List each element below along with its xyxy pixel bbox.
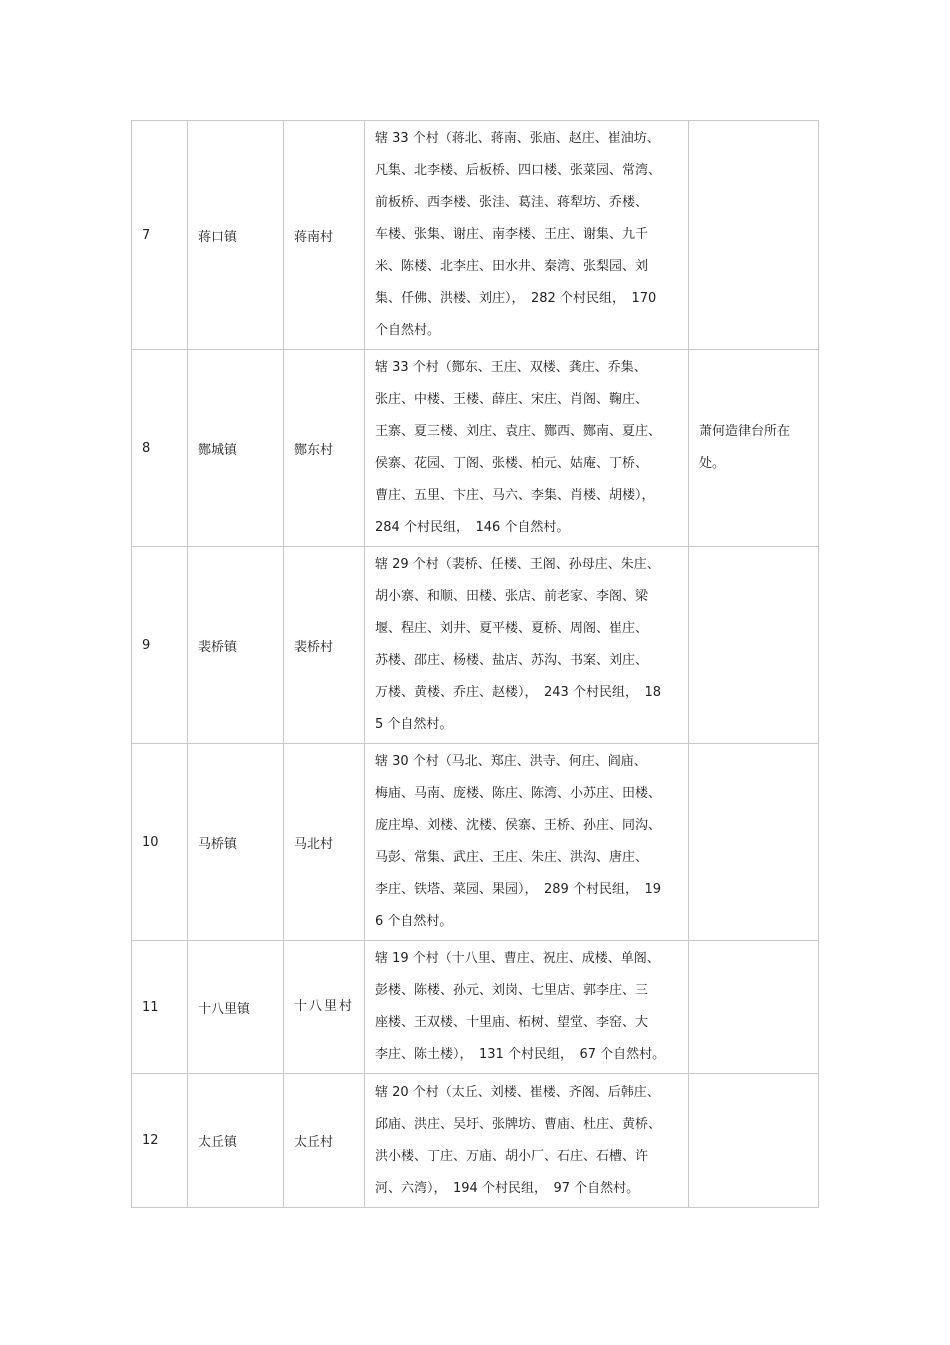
description-line: 前板桥、西李楼、张洼、葛洼、蒋犁坊、乔楼、 xyxy=(375,195,649,210)
row-number: 10 xyxy=(132,744,188,941)
town-name: 酂城镇 xyxy=(188,350,284,547)
description-line: 辖 29 个村（裴桥、任楼、王阁、孙母庄、朱庄、 xyxy=(375,557,660,572)
description-line: 庞庄埠、刘楼、沈楼、侯寨、王桥、孙庄、同沟、 xyxy=(375,818,662,833)
description-line: 邱庙、洪庄、吴圩、张牌坊、曹庙、杜庄、黄桥、 xyxy=(375,1116,662,1132)
description-line: 座楼、王双楼、十里庙、柘树、望堂、李窑、大 xyxy=(375,1015,649,1030)
description-line: 5 个自然村。 xyxy=(375,717,453,732)
town-name: 马桥镇 xyxy=(188,744,284,941)
town-seat: 裴桥村 xyxy=(284,547,365,744)
villages-description xyxy=(365,121,689,350)
town-seat: 蒋南村 xyxy=(284,121,365,350)
villages-description xyxy=(365,1074,689,1208)
description-line: 万楼、黄楼、乔庄、赵楼）， 243 个村民组， 18 xyxy=(375,685,661,700)
town-name: 裴桥镇 xyxy=(188,547,284,744)
villages-description xyxy=(365,547,689,744)
remark-line: 萧何造律台所在 xyxy=(699,424,791,439)
description-line: 胡小寨、和顺、田楼、张店、前老家、李阁、梁 xyxy=(375,589,649,604)
town-seat: 太丘村 xyxy=(284,1074,365,1208)
town-seat: 十八里村 xyxy=(284,941,365,1074)
description-line: 车楼、张集、谢庄、南李楼、王庄、谢集、九千 xyxy=(375,227,649,242)
description-line: 辖 33 个村（酂东、王庄、双楼、龚庄、乔集、 xyxy=(375,360,647,375)
row-number: 11 xyxy=(132,941,188,1074)
description-line: 侯寨、花园、丁阁、张楼、柏元、姑庵、丁桥、 xyxy=(375,456,649,471)
description-line: 张庄、中楼、王楼、薛庄、宋庄、肖阁、鞠庄、 xyxy=(375,392,649,407)
description-line: 马彭、常集、武庄、王庄、朱庄、洪沟、唐庄、 xyxy=(375,850,649,865)
table-row xyxy=(132,547,819,744)
description-line: 凡集、北李楼、后板桥、四口楼、张菜园、常湾、 xyxy=(375,163,662,178)
villages-description xyxy=(365,744,689,941)
table-row xyxy=(132,744,819,941)
table-row xyxy=(132,941,819,1074)
remarks-cell xyxy=(689,1074,819,1208)
description-line: 王寨、夏三楼、刘庄、袁庄、酂西、酂南、夏庄、 xyxy=(375,424,662,439)
description-line: 梅庙、马南、庞楼、陈庄、陈湾、小苏庄、田楼、 xyxy=(375,786,662,801)
description-line: 堰、程庄、刘井、夏平楼、夏桥、周阁、崔庄、 xyxy=(375,621,649,636)
description-line: 苏楼、邵庄、杨楼、盐店、苏沟、书案、刘庄、 xyxy=(375,653,649,668)
villages-description xyxy=(365,350,689,547)
remarks-cell xyxy=(689,941,819,1074)
remark-line: 处。 xyxy=(699,456,726,471)
remarks-cell xyxy=(689,744,819,941)
description-line: 辖 19 个村（十八里、曹庄、祝庄、成楼、单阁、 xyxy=(375,951,660,966)
description-line: 集、仟佛、洪楼、刘庄）， 282 个村民组， 170 xyxy=(375,291,657,306)
description-line: 辖 30 个村（马北、郑庄、洪寺、何庄、阎庙、 xyxy=(375,754,647,769)
remarks-cell xyxy=(689,350,819,547)
town-name: 十八里镇 xyxy=(188,941,284,1074)
villages-description xyxy=(365,941,689,1074)
description-line: 河、六湾）， 194 个村民组， 97 个自然村。 xyxy=(375,1180,640,1196)
town-name: 太丘镇 xyxy=(188,1074,284,1208)
table-row xyxy=(132,350,819,547)
description-line: 米、陈楼、北李庄、田水井、秦湾、张梨园、刘 xyxy=(375,259,649,274)
town-seat: 酂东村 xyxy=(284,350,365,547)
row-number: 9 xyxy=(132,547,188,744)
table-row xyxy=(132,1074,819,1208)
table-row xyxy=(132,121,819,350)
township-table xyxy=(131,120,819,1208)
town-seat: 马北村 xyxy=(284,744,365,941)
description-line: 李庄、陈土楼）， 131 个村民组， 67 个自然村。 xyxy=(375,1047,666,1062)
description-line: 辖 33 个村（蒋北、蒋南、张庙、赵庄、崔油坊、 xyxy=(375,131,660,146)
description-line: 6 个自然村。 xyxy=(375,914,453,929)
description-line: 洪小楼、丁庄、万庙、胡小厂、石庄、石槽、许 xyxy=(375,1148,649,1164)
remarks-cell xyxy=(689,547,819,744)
row-number: 7 xyxy=(132,121,188,350)
row-number: 8 xyxy=(132,350,188,547)
description-line: 曹庄、五里、卞庄、马六、李集、肖楼、胡楼）， xyxy=(375,488,655,503)
town-name: 蒋口镇 xyxy=(188,121,284,350)
description-line: 彭楼、陈楼、孙元、刘岗、七里店、郭李庄、三 xyxy=(375,983,649,998)
description-line: 辖 20 个村（太丘、刘楼、崔楼、齐阁、后韩庄、 xyxy=(375,1084,660,1100)
description-line: 个自然村。 xyxy=(375,323,441,338)
row-number: 12 xyxy=(132,1074,188,1208)
description-line: 284 个村民组， 146 个自然村。 xyxy=(375,520,570,535)
description-line: 李庄、铁塔、菜园、果园）， 289 个村民组， 19 xyxy=(375,882,661,897)
remarks-cell xyxy=(689,121,819,350)
